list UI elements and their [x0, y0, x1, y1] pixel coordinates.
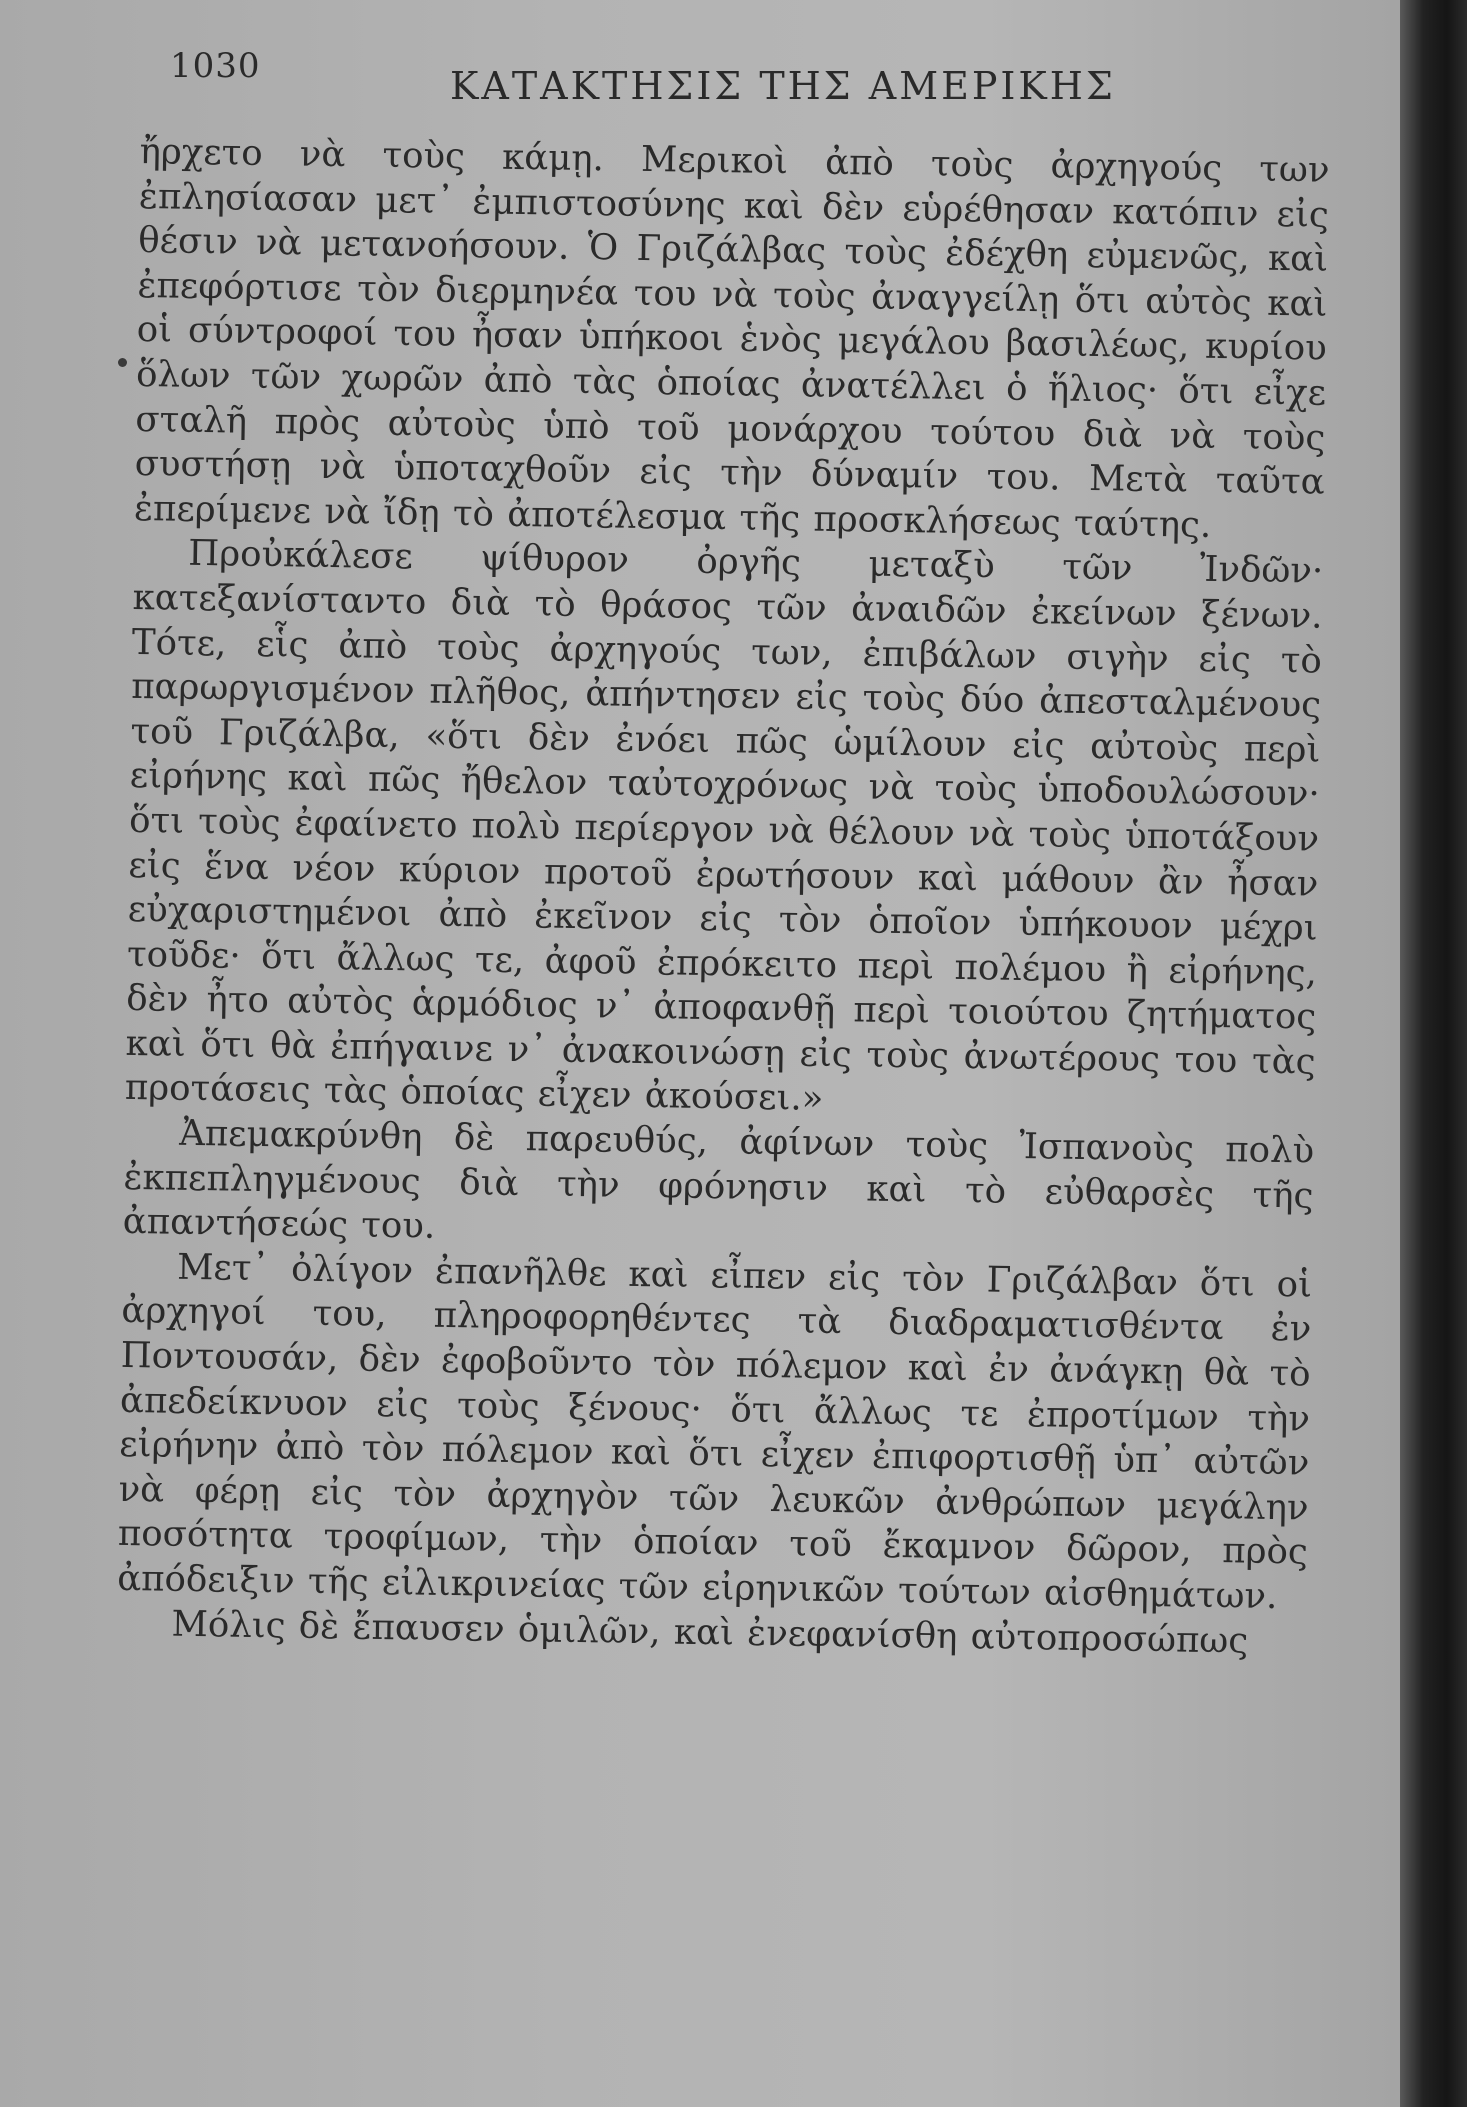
page-header: [170, 38, 1310, 108]
paragraph: Ἀπεμακρύνθη δὲ παρευθύς, ἀφίνων τοὺς Ἰσπανοὺς πολὺ ἐκπεπληγμένους διὰ τὴν φρόνησιν καὶ τὸ εὐθαρσὲς τῆς ἀπαντήσεώς του.: [122, 1112, 1315, 1248]
paragraph: Μετ᾽ ὀλίγον ἐπανῆλθε καὶ εἶπεν εἰς τὸν Γριζάλβαν ὅτι οἱ ἀρχηγοί του, πληροφορηθέντες τὰ διαδραματισθέντα ἐν Ποντουσάν, δὲν ἐφοβοῦντο τὸν πόλεμον καὶ ἐν ἀνάγκῃ θὰ τὸ ἀπεδείκνυον εἰς τοὺς ξένους· ὅτι ἄλλως τε ἐπροτίμων τὴν εἰρήνην ἀπὸ τὸν πόλεμον καὶ ὅτι εἶχεν ἐπιφορτισθῇ ὑπ᾽ αὐτῶν νὰ φέρῃ εἰς τὸν ἀρχηγὸν τῶν λευκῶν ἀνθρώπων μεγάλην ποσότητα τροφίμων, τὴν ὁποίαν τοῦ ἔκαμνον δῶρον, πρὸς ἀπόδειξιν τῆς εἰλικρινείας τῶν εἰρηνικῶν τούτων αἰσθημάτων.: [116, 1246, 1313, 1618]
book-spine-shadow: [1400, 0, 1467, 2107]
paragraph: ἤρχετο νὰ τοὺς κάμῃ. Μερικοὶ ἀπὸ τοὺς ἀρχηγούς των ἐπλησίασαν μετ᾽ ἐμπιστοσύνης καὶ δὲν εὑρέθησαν κατόπιν εἰς θέσιν νὰ μετανοήσουν. Ὁ Γριζάλβας τοὺς ἐδέχθη εὐμενῶς, καὶ ἐπεφόρτισε τὸν διερμηνέα του νὰ τοὺς ἀναγγείλῃ ὅτι αὐτὸς καὶ οἱ σύντροφοί του ἦσαν ὑπήκοοι ἑνὸς μεγάλου βασιλέως, κυρίου ὅλων τῶν χωρῶν ἀπὸ τὰς ὁποίας ἀνατέλλει ὁ ἥλιος· ὅτι εἶχε σταλῆ πρὸς αὐτοὺς ὑπὸ τοῦ μονάρχου τούτου διὰ νὰ τοὺς συστήσῃ νὰ ὑποταχθοῦν εἰς τὴν δύναμίν του. Μετὰ ταῦτα ἐπερίμενε νὰ ἴδῃ τὸ ἀποτέλεσμα τῆς προσκλήσεως ταύτης.: [133, 130, 1330, 546]
running-head: ΚΑΤΑΚΤΗΣΙΣ ΤΗΣ ΑΜΕΡΙΚΗΣ: [450, 64, 1116, 108]
paragraph: Μόλις δὲ ἔπαυσεν ὁμιλῶν, καὶ ἐνεφανίσθη αὐτοπροσώπως: [171, 1603, 1249, 1662]
ink-speck: [118, 358, 127, 367]
paragraph: Προὐκάλεσε ψίθυρον ὀργῆς μεταξὺ τῶν Ἰνδῶν· κατεξανίσταντο διὰ τὸ θράσος τῶν ἀναιδῶν ἐκείνων ξένων. Τότε, εἷς ἀπὸ τοὺς ἀρχηγούς των, ἐπιβάλων σιγὴν εἰς τὸ παρωργισμένον πλῆθος, ἀπήντησεν εἰς τοὺς δύο ἀπεσταλμένους τοῦ Γριζάλβα, «ὅτι δὲν ἐνόει πῶς ὡμίλουν εἰς αὐτοὺς περὶ εἰρήνης καὶ πῶς ἤθελον ταὐτοχρόνως νὰ τοὺς ὑποδουλώσουν· ὅτι τοὺς ἐφαίνετο πολὺ περίεργον νὰ θέλουν νὰ τοὺς ὑποτάξουν εἰς ἕνα νέον κύριον προτοῦ ἐρωτήσουν καὶ μάθουν ἂν ἦσαν εὐχαριστημένοι ἀπὸ ἐκεῖνον εἰς τὸν ὁποῖον ὑπήκουον μέχρι τοῦδε· ὅτι ἄλλως τε, ἀφοῦ ἐπρόκειτο περὶ πολέμου ἢ εἰρήνης, δὲν ἦτο αὐτὸς ἁρμόδιος ν᾽ ἀποφανθῇ περὶ τοιούτου ζητήματος καὶ ὅτι θὰ ἐπήγαινε ν᾽ ἀνακοινώσῃ εἰς τοὺς ἀνωτέρους του τὰς προτάσεις τὰς ὁποίας εἶχεν ἀκούσει.»: [124, 533, 1324, 1120]
page-number: 1030: [170, 46, 261, 86]
body-text: [116, 130, 1330, 1665]
